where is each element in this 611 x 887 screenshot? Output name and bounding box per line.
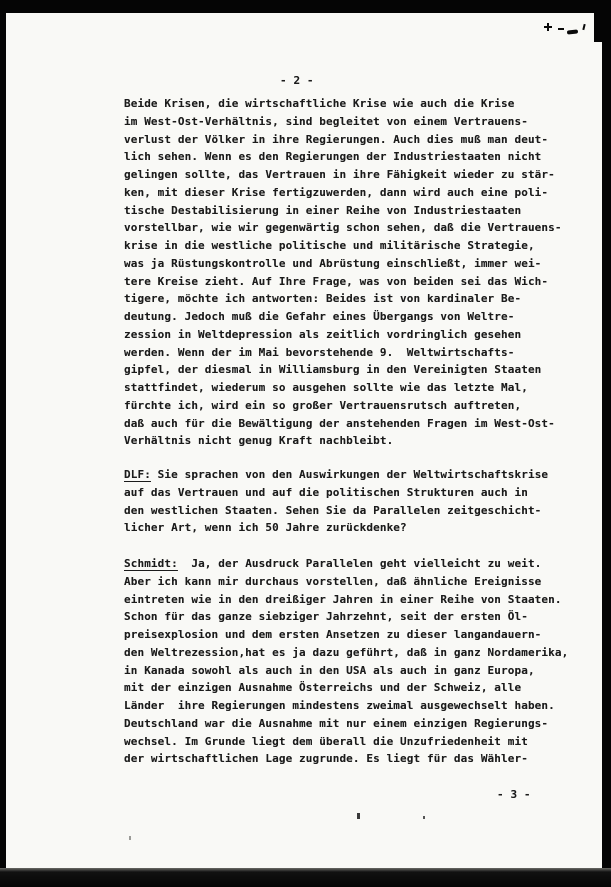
text-line: vorstellbar, wie wir gegenwärtig schon sehen, daß die Vertrauens- <box>124 221 562 235</box>
scan-speck <box>129 836 131 840</box>
text-line: Verhältnis nicht genug Kraft nachbleibt. <box>124 434 394 448</box>
text-line: mit der einzigen Ausnahme Österreichs und der Schweiz, alle <box>124 681 522 695</box>
speaker-label-schmidt: Schmidt: <box>124 557 178 570</box>
text-line <box>124 555 589 573</box>
scan-edge-left <box>0 0 6 887</box>
text-line: auf das Vertrauen und auf die politischen Strukturen auch in <box>124 485 528 499</box>
text-line: gipfel, der diesmal in Williamsburg in den Vereinigten Staaten <box>124 363 542 377</box>
text-line: tische Destabilisierung in einer Reihe von Industriestaaten <box>124 203 522 217</box>
text-line: ken, mit dieser Krise fertigzuwerden, dann wird auch eine poli- <box>124 185 549 199</box>
text-line: licher Art, wenn ich 50 Jahre zurückdenke? <box>124 521 407 535</box>
scan-speck <box>357 813 360 819</box>
text-line: Schon für das ganze siebziger Jahrzehnt, seit der ersten Öl- <box>124 610 528 624</box>
paragraph-schmidt-answer <box>124 555 589 768</box>
text-line: lich sehen. Wenn es den Regierungen der Industriestaaten nicht <box>124 150 542 164</box>
text-line-rest: Ja, der Ausdruck Parallelen geht vielleicht zu weit. <box>177 557 542 570</box>
dash-mark-icon <box>558 28 564 30</box>
blob-mark-icon <box>567 29 578 34</box>
text-line: fürchte ich, wird ein so großer Vertrauensrutsch auftreten, <box>124 398 522 412</box>
text-line: daß auch für die Bewältigung der anstehenden Fragen im West-Ost- <box>124 416 555 430</box>
text-line: eintreten wie in den dreißiger Jahren in einer Reihe von Staaten. <box>124 592 562 606</box>
text-line-rest: Sie sprachen von den Auswirkungen der Weltwirtschaftskrise <box>150 468 549 481</box>
text-line: im West-Ost-Verhältnis, sind begleitet von einem Vertrauens- <box>124 114 528 128</box>
text-line: tere Kreise zieht. Auf Ihre Frage, was von beiden sei das Wich- <box>124 274 549 288</box>
text-line: gelingen sollte, das Vertrauen in ihre Fähigkeit wieder zu stär- <box>124 168 555 181</box>
paragraph-dlf-question <box>124 466 589 537</box>
speaker-label-dlf: DLF: <box>124 468 151 481</box>
text-line: was ja Rüstungskontrolle und Abrüstung einschließt, immer wei- <box>124 256 542 270</box>
page-number-header: - 2 - <box>280 74 314 87</box>
text-line: stattfindet, wiederum so ausgehen sollte wie das letzte Mal, <box>124 381 528 394</box>
text-line: zession in Weltdepression als zeitlich vordringlich gesehen <box>124 327 522 341</box>
scan-speck <box>423 816 425 819</box>
text-line <box>124 466 589 484</box>
text-line: Länder ihre Regierungen mindestens zweimal ausgewechselt haben. <box>124 699 555 712</box>
tick-mark-icon <box>582 24 585 30</box>
text-line: Deutschland war die Ausnahme mit nur einem einzigen Regierungs- <box>124 716 549 730</box>
text-line: preisexplosion und dem ersten Ansetzen zu dieser langandauern- <box>124 628 542 641</box>
page-number-footer: - 3 - <box>497 788 531 801</box>
text-line: Beide Krisen, die wirtschaftliche Krise wie auch die Krise <box>124 97 515 110</box>
text-line: in Kanada sowohl als auch in den USA als auch in ganz Europa, <box>124 663 535 677</box>
text-line: Aber ich kann mir durchaus vorstellen, daß ähnliche Ereignisse <box>124 574 542 588</box>
text-line: wechsel. Im Grunde liegt dem überall die Unzufriedenheit mit <box>124 734 528 748</box>
text-line: werden. Wenn der im Mai bevorstehende 9. Weltwirtschafts- <box>124 345 515 359</box>
document-body <box>124 95 589 768</box>
text-line: verlust der Völker in ihre Regierungen. Auch dies muß man deut- <box>124 132 549 146</box>
scan-edge-top <box>0 0 611 13</box>
text-line: krise in die westliche politische und militärische Strategie, <box>124 239 535 252</box>
text-line: tigere, möchte ich antworten: Beides ist von kardinaler Be- <box>124 292 522 306</box>
text-line: deutung. Jedoch muß die Gefahr eines Übergangs von Weltre- <box>124 310 515 323</box>
text-line: den Weltrezession,hat es ja dazu geführt, daß in ganz Nordamerika, <box>124 645 569 659</box>
scan-edge-bottom <box>0 868 611 887</box>
text-line: den westlichen Staaten. Sehen Sie da Parallelen zeitgeschicht- <box>124 503 542 517</box>
paragraph-intro <box>124 95 589 450</box>
scan-edge-right <box>602 0 611 887</box>
plus-mark-icon <box>544 26 552 28</box>
corner-scan-marks <box>542 21 588 37</box>
text-line: der wirtschaftlichen Lage zugrunde. Es liegt für das Wähler- <box>124 752 528 766</box>
